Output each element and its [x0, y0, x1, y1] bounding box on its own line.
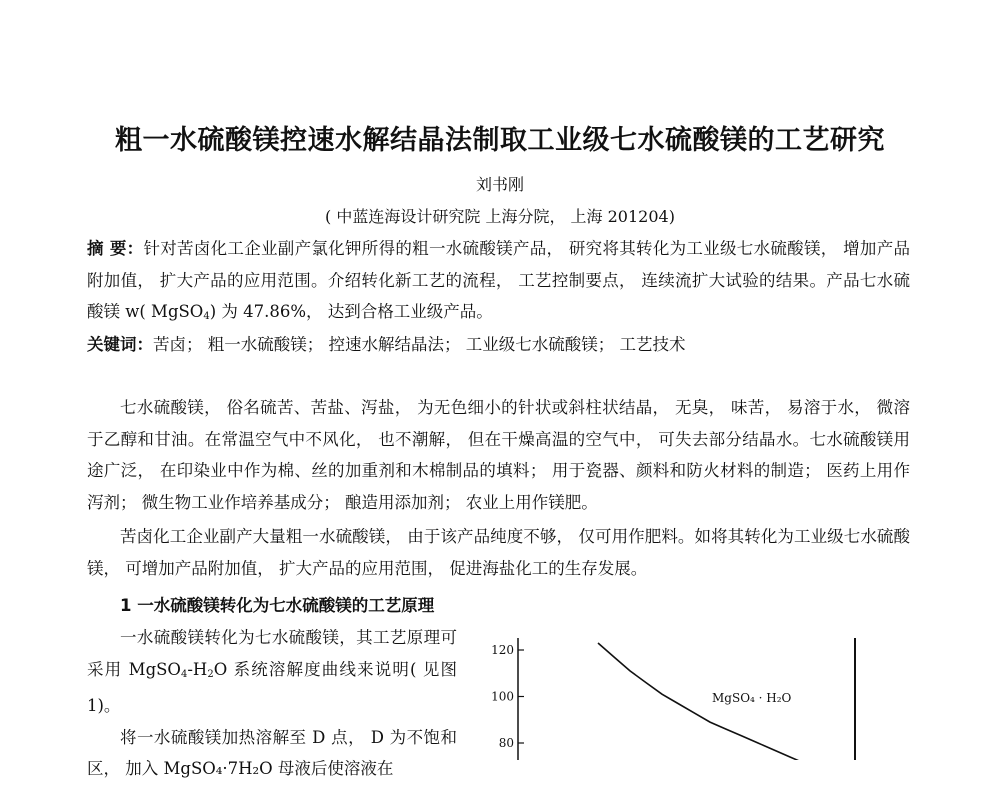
- abstract-subscript: 4: [203, 311, 210, 322]
- section-1-paragraph-2: 将一水硫酸镁加热溶解至 D 点， D 为不饱和区， 加入 MgSO₄·7H₂O 母液后使溶液在: [87, 727, 457, 778]
- author: 刘书刚: [475, 175, 524, 194]
- chart-y-tick-label: 80: [498, 736, 514, 750]
- solubility-chart: [480, 630, 880, 760]
- section-1-paragraph-1: [87, 622, 457, 722]
- section-1-heading: 1 一水硫酸镁转化为七水硫酸镁的工艺原理: [120, 596, 435, 615]
- section-1-p1-text-a: 一水硫酸镁转化为七水硫酸镁，其工艺原理可采用 MgSO: [87, 628, 457, 679]
- abstract-text-1: 针对苦卤化工企业副产氯化钾所得的粗一水硫酸镁产品， 研究将其转化为工业级七水硫酸镁， 增加产品附加值， 扩大产品的应用范围。介绍转化新工艺的流程， 工艺控制要点， 连续流扩大试验的结果。产品七水硫酸镁 w( MgSO: [87, 239, 910, 321]
- section-1-p1-text-c: O 系统溶解度曲线来说明( 见图 1)。: [87, 659, 457, 715]
- chart-y-tick-label: 120: [491, 643, 514, 657]
- section-1-p1-sub-1: 4: [180, 668, 188, 680]
- section-1-p1-text-b: -H: [187, 659, 208, 679]
- keywords-label: 关键词：: [87, 335, 153, 354]
- affiliation: ( 中蓝连海设计研究院 上海分院， 上海 201204): [325, 207, 675, 226]
- keywords: [87, 329, 910, 361]
- chart-curve-label: MgSO₄ · H₂O: [712, 691, 792, 705]
- abstract-text-2: ) 为 47.86%， 达到合格工业级产品。: [209, 302, 493, 321]
- section-1-p1-sub-2: 2: [207, 668, 214, 680]
- abstract: [87, 233, 910, 333]
- paper-title: 粗一水硫酸镁控速水解结晶法制取工业级七水硫酸镁的工艺研究: [115, 125, 885, 156]
- section-1-column: [87, 622, 457, 785]
- abstract-label: 摘 要：: [87, 239, 144, 258]
- keywords-text: 苦卤； 粗一水硫酸镁； 控速水解结晶法； 工业级七水硫酸镁； 工艺技术: [153, 335, 686, 354]
- body-paragraph-2: 苦卤化工企业副产大量粗一水硫酸镁， 由于该产品纯度不够， 仅可用作肥料。如将其转化为工业级七水硫酸镁， 可增加产品附加值， 扩大产品的应用范围， 促进海盐化工的生存发展。: [87, 527, 910, 578]
- body-paragraph-1: 七水硫酸镁， 俗名硫苦、苦盐、泻盐， 为无色细小的针状或斜柱状结晶， 无臭， 味苦， 易溶于水， 微溶于乙醇和甘油。在常温空气中不风化， 也不潮解， 但在干燥高温的空气中， 可失去部分结晶水。七水硫酸镁用途广泛， 在印染业中作为棉、丝的加重剂和木棉制品的填料； 用于瓷器、颜料和防火材料的制造； 医药上用作泻剂； 微生物工业作培养基成分； 酿造用添加剂； 农业上用作镁肥。: [87, 398, 910, 512]
- chart-y-tick-label: 100: [491, 689, 514, 704]
